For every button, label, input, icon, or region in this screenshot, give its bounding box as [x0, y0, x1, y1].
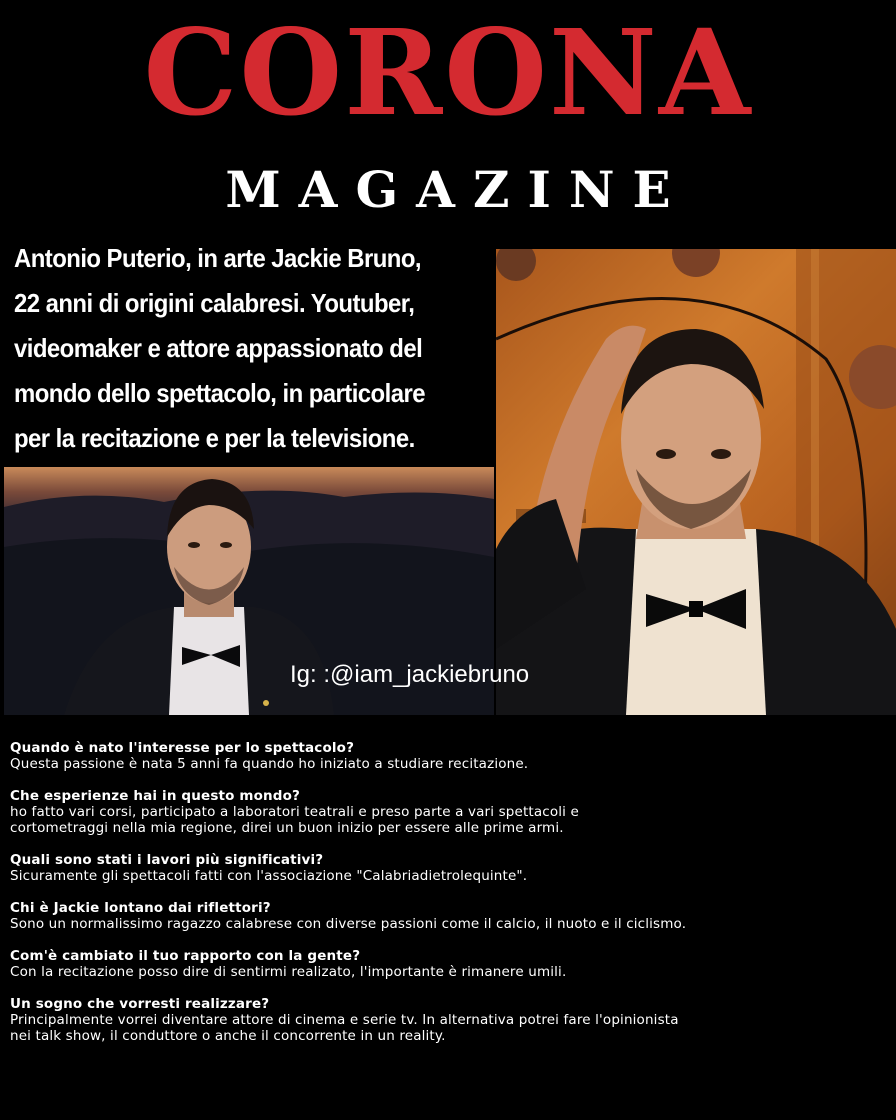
answer: Questa passione è nata 5 anni fa quando ho iniziato a studiare recitazione. [10, 756, 529, 772]
instagram-handle[interactable]: Ig: :@iam_jackiebruno [290, 661, 530, 688]
qa-item [10, 900, 890, 932]
question: Che esperienze hai in questo mondo? [10, 788, 301, 804]
answer: Sicuramente gli spettacoli fatti con l'associazione "Calabriadietrolequinte". [10, 868, 528, 884]
interview-section [10, 740, 890, 1060]
qa-item [10, 740, 890, 772]
question: Un sogno che vorresti realizzare? [10, 996, 270, 1012]
qa-item [10, 788, 890, 836]
question: Com'è cambiato il tuo rapporto con la gente? [10, 948, 361, 964]
answer: Con la recitazione posso dire di sentirmi realizato, l'importante è rimanere umili. [10, 964, 567, 980]
question: Quali sono stati i lavori più significativi? [10, 852, 324, 868]
qa-item [10, 948, 890, 980]
answer: Sono un normalissimo ragazzo calabrese con diverse passioni come il calcio, il nuoto e il ciclismo. [10, 916, 687, 932]
magazine-subtitle: MAGAZINE [225, 160, 689, 219]
qa-item [10, 996, 890, 1044]
magazine-title: CORONA [143, 3, 753, 142]
portrait-mirror-illustration [496, 249, 896, 715]
intro-paragraph: Antonio Puterio, in arte Jackie Bruno, 22 anni di origini calabresi. Youtuber, videomaker e attore appassionato del mondo dello spettacolo, in particolare per la recitazione e per la televisione. [14, 243, 425, 453]
portrait-photo-mirror [496, 249, 896, 715]
answer: ho fatto vari corsi, participato a laboratori teatrali e preso parte a vari spettacoli e cortometraggi nella mia regione, direi un buon inizio per essere alle prime armi. [10, 804, 579, 836]
question: Chi è Jackie lontano dai riflettori? [10, 900, 271, 916]
qa-item [10, 852, 890, 884]
question: Quando è nato l'interesse per lo spettacolo? [10, 740, 355, 756]
answer: Principalmente vorrei diventare attore di cinema e serie tv. In alternativa potrei fare l'opinionista nei talk show, il conduttore o anche il concorrente in un reality. [10, 1012, 679, 1044]
